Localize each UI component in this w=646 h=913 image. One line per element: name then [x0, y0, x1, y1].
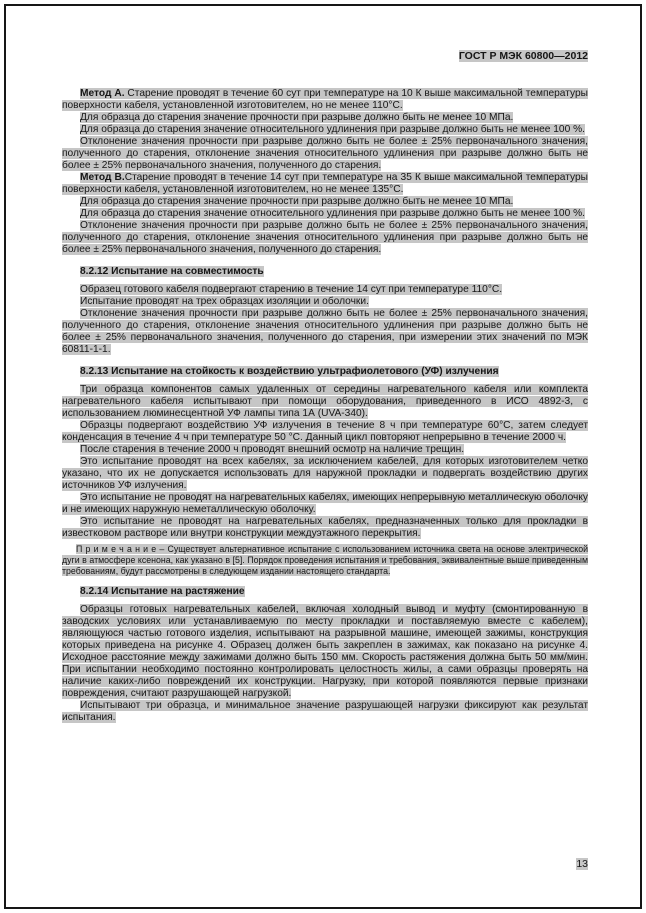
- paragraph: [62, 172, 588, 196]
- paragraph-text: Старение проводят в течение 60 сут при температуре на 10 К выше максимальной температуры поверхности кабеля, установленной изготовителем, но не менее 110°С.: [62, 88, 588, 111]
- text-highlight: Испытывают три образца, и минимальное значение разрушающей нагрузки фиксируют как результат испытания.: [62, 700, 588, 724]
- text-highlight: Это испытание проводят на всех кабелях, за исключением кабелей, для которых изготовителем четко указано, что их не допускается использовать для наружной прокладки и подвергать воздействию других источников УФ излучения.: [62, 456, 588, 491]
- document-body: [62, 88, 588, 724]
- section-heading-8-2-13: [62, 366, 588, 378]
- paragraph: [62, 604, 588, 700]
- paragraph: [62, 444, 588, 456]
- paragraph: [62, 296, 588, 308]
- text-highlight: Отклонение значения прочности при разрыве должно быть не более ± 25% первоначального значения, полученного до старения, отклонение значения относительного удлинения при разрыве должно быть не более ± 25% первоначального значения, полученного до старения.: [62, 136, 588, 171]
- paragraph: [62, 492, 588, 516]
- text-highlight: Это испытание не проводят на нагревательных кабелях, имеющих непрерывную металлическую оболочку и не имеющих наружную неметаллическую оболочку.: [62, 492, 588, 515]
- section-heading-8-2-12: [62, 266, 588, 278]
- paragraph: [62, 516, 588, 540]
- text-highlight: Это испытание не проводят на нагревательных кабелях, предназначенных только для прокладки в известковом растворе или внутри конструкции междуэтажного перекрытия.: [62, 516, 588, 539]
- paragraph: [62, 196, 588, 208]
- paragraph: [62, 420, 588, 444]
- paragraph: [62, 700, 588, 724]
- paragraph: [62, 456, 588, 492]
- page-number-text: 13: [576, 858, 588, 870]
- document-code: ГОСТ Р МЭК 60800—2012: [458, 50, 588, 62]
- text-highlight: Образец готового кабеля подвергают старению в течение 14 сут при температуре 110°С.: [80, 284, 503, 295]
- text-highlight: Для образца до старения значение прочности при разрыве должно быть не менее 10 МПа.: [80, 196, 514, 207]
- text-highlight: Образцы готовых нагревательных кабелей, включая холодный вывод и муфту (смонтированную в заводских условиях или устанавливаемую по месту прокладки и поставляемую вместе с кабелем), являющуюся частью готового изделия, испытывают на разрывной машине, имеющей зажимы, конструкция которых приведена на рисунке 4. Образец должен быть закреплен в зажимах, как показано на рисунке 4. Исходное расстояние между зажимами должно быть 150 мм. Скорость растяжения должна быть 50 мм/мин. При испытании необходимо постоянно контролировать целостность жилы, а сами образцы проверять на наличие каких-либо повреждений их конструкции. Нагрузку, при которой появляются первые признаки повреждения, считают разрушающей нагрузкой.: [62, 604, 588, 700]
- note-paragraph: [62, 544, 588, 576]
- paragraph: [62, 308, 588, 356]
- heading-text: 8.2.13 Испытание на стойкость к воздействию ультрафиолетового (УФ) излучения: [80, 366, 499, 377]
- text-highlight: Три образца компонентов самых удаленных от середины нагревательного кабеля или комплекта нагревательного кабеля испытывают при помощи оборудования, приведенного в ИСО 4892-3, с использованием люминесцентной УФ лампы типа 1А (UVA-340).: [62, 384, 588, 419]
- paragraph: [62, 384, 588, 420]
- paragraph: [62, 124, 588, 136]
- paragraph-text: Старение проводят в течение 14 сут при температуре на 35 К выше максимальной температуры поверхности кабеля, установленной изготовителем, но не менее 135°С.: [62, 172, 589, 195]
- paragraph: [62, 136, 588, 172]
- method-a-label: Метод А.: [80, 88, 128, 99]
- text-highlight: Отклонение значения прочности при разрыве должно быть не более ± 25% первоначального значения, полученного до старения, отклонение значения относительного удлинения при разрыве должно быть не более ± 25% первоначального значения, полученного до старения, при измерении этих значений по МЭК 60811-1-1.: [62, 308, 588, 355]
- heading-text: 8.2.12 Испытание на совместимость: [80, 266, 264, 277]
- page-number: [576, 858, 588, 870]
- paragraph: [62, 208, 588, 220]
- text-highlight: Для образца до старения значение прочности при разрыве должно быть не менее 10 МПа.: [80, 112, 514, 123]
- text-highlight: Испытание проводят на трех образцах изоляции и оболочки.: [80, 296, 369, 307]
- text-highlight: [62, 88, 588, 111]
- paragraph: [62, 284, 588, 296]
- text-highlight: [62, 172, 588, 195]
- note-text: П р и м е ч а н и е – Существует альтернативное испытание с использованием источника света на основе электрической дуги в атмосфере ксенона, как указано в [5]. Порядок проведения испытания и требования, эквивалентные выше приведенным требованиям, будут рассмотрены в следующем издании настоящего стандарта.: [62, 544, 588, 576]
- paragraph: [62, 220, 588, 256]
- section-heading-8-2-14: [62, 586, 588, 598]
- paragraph: [62, 112, 588, 124]
- text-highlight: Для образца до старения значение относительного удлинения при разрыве должно быть не менее 100 %.: [80, 208, 585, 219]
- text-highlight: Образцы подвергают воздействию УФ излучения в течение 8 ч при температуре 60°С, затем следует конденсация в течение 4 ч при температуре 50 °С. Данный цикл повторяют непрерывно в течение 2000 ч.: [62, 420, 588, 443]
- heading-text: 8.2.14 Испытание на растяжение: [80, 586, 245, 598]
- paragraph: [62, 88, 588, 112]
- text-highlight: Отклонение значения прочности при разрыве должно быть не более ± 25% первоначального значения, полученного до старения, отклонение значения относительного удлинения при разрыве должно быть не более ± 25% первоначального значения, полученного до старения.: [62, 220, 588, 255]
- method-b-label: Метод В.: [80, 172, 125, 183]
- text-highlight: Для образца до старения значение относительного удлинения при разрыве должно быть не менее 100 %.: [80, 124, 585, 135]
- page-header: [62, 50, 588, 62]
- text-highlight: После старения в течение 2000 ч проводят внешний осмотр на наличие трещин.: [80, 444, 465, 455]
